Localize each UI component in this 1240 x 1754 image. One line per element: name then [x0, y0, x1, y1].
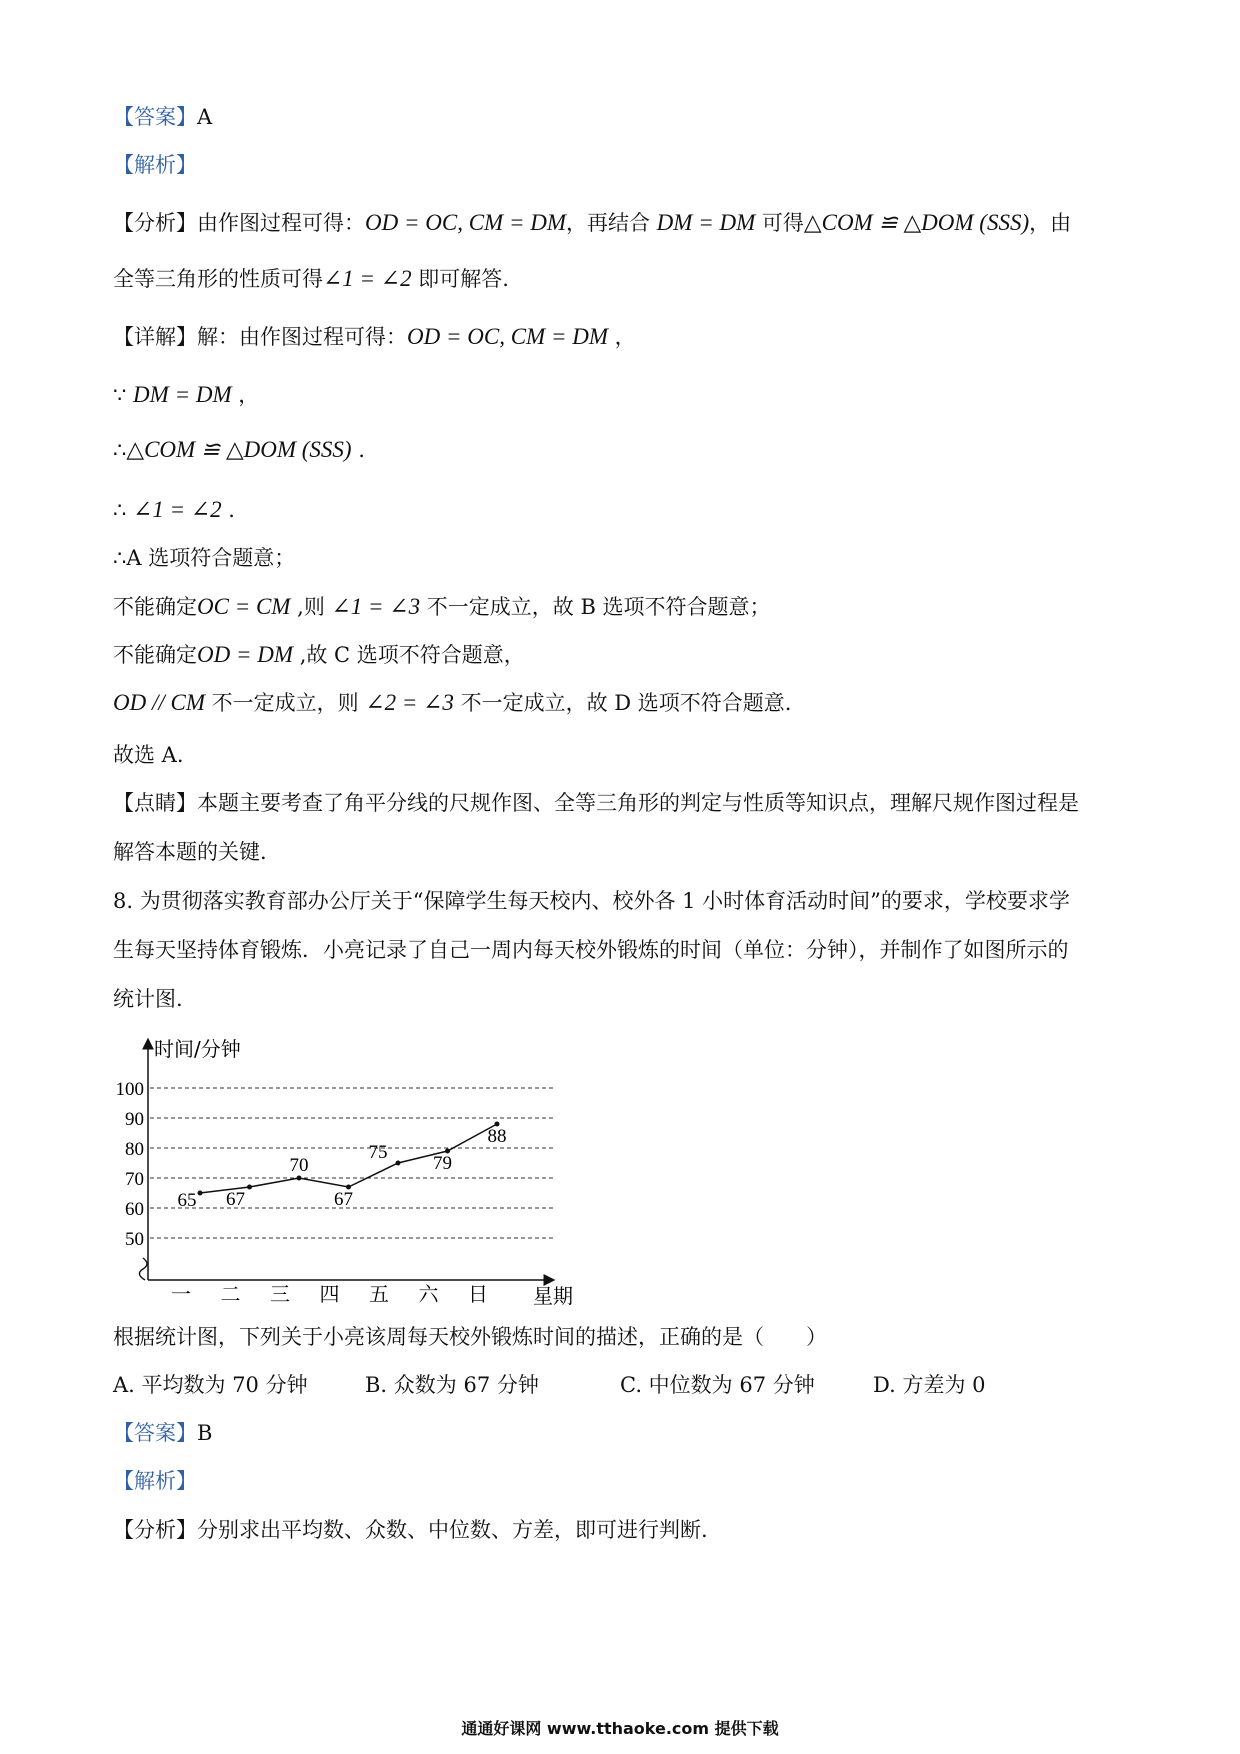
answer-value: B — [197, 1421, 213, 1445]
answer-tag: 【答案】 — [113, 105, 197, 129]
text: 故选 A. — [113, 743, 184, 767]
q7-answer — [113, 102, 212, 132]
text: 生每天坚持体育锻炼．小亮记录了自己一周内每天校外锻炼的时间（单位：分钟），并制作了如图所示的 — [113, 938, 1069, 962]
y-tick-label: 90 — [125, 1109, 144, 1130]
text: 不一定成立，则 — [205, 691, 366, 715]
formula: DM = DM — [656, 210, 756, 235]
formula: △COM ≌ △DOM (SSS) — [126, 437, 352, 462]
text: 本题主要考查了角平分线的尺规作图、全等三角形的判定与性质等知识点，理解尺规作图过程是 — [197, 791, 1079, 815]
answer-value: A — [197, 105, 213, 129]
data-label: 65 — [177, 1190, 197, 1211]
data-label: 88 — [487, 1126, 507, 1147]
y-tick-label: 60 — [125, 1199, 144, 1220]
x-axis-label: 星期 — [533, 1284, 573, 1305]
formula: △COM ≌ △DOM (SSS) — [803, 210, 1030, 235]
analysis-tag: 【解析】 — [113, 1469, 197, 1493]
x-tick-label: 三 — [270, 1282, 290, 1305]
fenxi-tag: 【分析】 — [113, 211, 197, 235]
axis-break-mark — [139, 1258, 147, 1280]
q7-dianjing-line2 — [113, 837, 267, 867]
text: ，再结合 — [565, 211, 657, 235]
data-point — [247, 1185, 252, 1190]
text: 全等三角形的性质可得 — [113, 267, 323, 291]
q8-stem-line2 — [113, 935, 1069, 965]
footer-watermark: 通通好课网 www.tthaoke.com 提供下载 — [461, 1719, 779, 1738]
text: 即可解答. — [411, 267, 509, 291]
therefore-symbol: ∴ — [113, 498, 134, 522]
q8-fenxi — [113, 1515, 708, 1545]
q7-analysis-tag — [113, 150, 197, 180]
q8-question — [113, 1322, 827, 1352]
text: ,故 C 选项不符合题意， — [293, 643, 525, 667]
option-c[interactable]: C. 中位数为 67 分钟 — [620, 1373, 815, 1397]
text: 不能确定 — [113, 643, 197, 667]
q7-step8 — [113, 688, 791, 718]
q7-detail-line1 — [113, 322, 636, 352]
q7-fenxi-line1 — [113, 208, 1071, 238]
q8-stem-line3 — [113, 984, 183, 1014]
q7-step7 — [113, 640, 525, 670]
q7-step9 — [113, 740, 184, 770]
data-point — [396, 1161, 401, 1166]
formula: ∠1 = ∠3 — [331, 594, 421, 619]
y-tick-label: 70 — [125, 1169, 144, 1190]
q7-dianjing-line1 — [113, 788, 1079, 818]
data-label: 70 — [289, 1155, 309, 1176]
text: 根据统计图，下列关于小亮该周每天校外锻炼时间的描述，正确的是（ ） — [113, 1325, 827, 1349]
y-tick-label: 50 — [125, 1229, 144, 1250]
q7-step2 — [113, 380, 259, 410]
text: ，由 — [1029, 211, 1072, 235]
x-tick-label: 四 — [319, 1282, 340, 1305]
because-symbol: ∵ — [113, 383, 134, 407]
x-tick-label: 五 — [369, 1282, 389, 1305]
line-chart — [113, 1030, 593, 1305]
q7-step5 — [113, 543, 295, 573]
formula: DM = DM — [133, 382, 232, 407]
text: . — [351, 438, 365, 462]
text: 解答本题的关键. — [113, 840, 267, 864]
data-label: 75 — [368, 1142, 388, 1163]
text: ， — [607, 325, 636, 349]
formula: OD = OC, CM = DM — [365, 210, 566, 235]
q8-stem-line1 — [113, 886, 1070, 916]
q7-fenxi-line2 — [113, 264, 509, 294]
text: 不一定成立，故 B 选项不符合题意； — [420, 595, 771, 619]
detail-tag: 【详解】 — [113, 325, 197, 349]
q8-answer — [113, 1418, 212, 1448]
text: 不一定成立，故 D 选项不符合题意. — [453, 691, 792, 715]
formula: ∠1 = ∠2 — [323, 266, 412, 291]
x-tick-label: 日 — [468, 1282, 488, 1305]
therefore-symbol: ∴ — [113, 438, 127, 462]
y-axis-label: 时间/分钟 — [154, 1037, 241, 1061]
text: ∴A 选项符合题意； — [113, 546, 296, 570]
x-tick-label: 一 — [171, 1282, 191, 1305]
formula: OD // CM — [113, 690, 205, 715]
data-point — [198, 1191, 203, 1196]
text: 不能确定 — [113, 595, 197, 619]
fenxi-tag: 【分析】 — [113, 1518, 197, 1542]
text: 分别求出平均数、众数、中位数、方差，即可进行判断. — [197, 1518, 708, 1542]
dianjing-tag: 【点睛】 — [113, 791, 197, 815]
analysis-tag: 【解析】 — [113, 153, 197, 177]
data-label: 79 — [433, 1153, 452, 1174]
q8-analysis-tag — [113, 1466, 197, 1496]
text: 统计图. — [113, 987, 183, 1011]
y-tick-label: 80 — [125, 1139, 144, 1160]
text: ， — [231, 383, 260, 407]
text: 可得 — [755, 211, 804, 235]
data-label: 67 — [334, 1189, 353, 1210]
formula: OC = CM — [197, 594, 291, 619]
formula: OD = DM — [197, 642, 294, 667]
formula: ∠1 = ∠2 — [133, 497, 222, 522]
text: 解：由作图过程可得： — [197, 325, 407, 349]
y-tick-label: 100 — [115, 1079, 144, 1100]
text: 由作图过程可得： — [197, 211, 365, 235]
option-d[interactable]: D. 方差为 0 — [873, 1373, 986, 1397]
text: ,则 — [290, 595, 332, 619]
q7-step3 — [113, 435, 365, 465]
formula: OD = OC, CM = DM — [407, 324, 608, 349]
formula: ∠2 = ∠3 — [365, 690, 454, 715]
text: 8. 为贯彻落实教育部办公厅关于“保障学生每天校内、校外各 1 小时体育活动时间”的要求，学校要求学 — [113, 889, 1070, 913]
text: . — [221, 498, 235, 522]
series-line — [200, 1124, 497, 1193]
q7-step4 — [113, 495, 235, 525]
x-tick-label: 二 — [220, 1282, 241, 1305]
q7-step6 — [113, 592, 771, 622]
option-b[interactable]: B. 众数为 67 分钟 — [365, 1373, 539, 1397]
line-chart-svg — [113, 1030, 593, 1305]
data-label: 67 — [226, 1189, 245, 1210]
answer-tag: 【答案】 — [113, 1421, 197, 1445]
option-a[interactable]: A. 平均数为 70 分钟 — [113, 1373, 308, 1397]
data-point — [297, 1176, 302, 1181]
x-tick-label: 六 — [418, 1282, 439, 1305]
